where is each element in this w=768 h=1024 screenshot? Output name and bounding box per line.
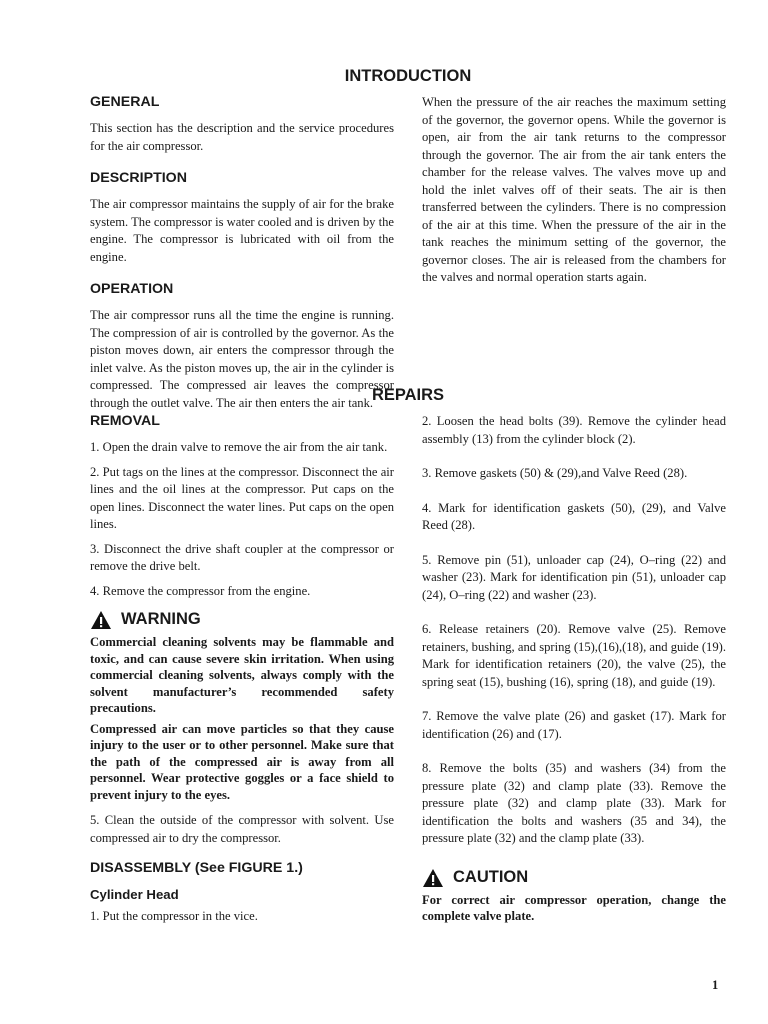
- general-text: This section has the description and the service procedures for the air compressor.: [90, 121, 394, 153]
- description-heading: DESCRIPTION: [90, 170, 187, 186]
- warning-icon: [90, 610, 112, 630]
- caution-icon: [422, 868, 444, 888]
- removal-step-2: 2. Put tags on the lines at the compressor. Disconnect the air lines and the oil lines at the compressor. Put caps on the open lines. Disconnect the water lines. Put caps on the open lines.: [90, 464, 394, 531]
- repairs-left-column: [90, 412, 394, 933]
- removal-step-3: 3. Disconnect the drive shaft coupler at the compressor or remove the drive belt.: [90, 541, 394, 573]
- warning-text-1: Commercial cleaning solvents may be flammable and toxic, and can cause severe skin irritation. When using commercial cleaning solvents, always comply with the solvent manufacturer’s recommended safety precautions.: [90, 635, 394, 715]
- warning-body: [90, 634, 394, 803]
- intro-left-column: [90, 93, 394, 419]
- page-number: 1: [712, 978, 719, 992]
- disassembly-step-3: 3. Remove gaskets (50) & (29),and Valve Reed (28).: [422, 466, 688, 480]
- repairs-title: REPAIRS: [371, 386, 445, 404]
- disassembly-step-4: 4. Mark for identification gaskets (50), (29), and Valve Reed (28).: [422, 500, 726, 532]
- warning-title: WARNING: [121, 610, 201, 629]
- disassembly-step-1: 1. Put the compressor in the vice.: [90, 909, 258, 923]
- caution-text: For correct air compressor operation, change the complete valve plate.: [422, 892, 726, 923]
- disassembly-heading: DISASSEMBLY (See FIGURE 1.): [90, 860, 303, 876]
- description-text: The air compressor maintains the supply of air for the brake system. The compressor is water cooled and is driven by the engine. The compressor is lubricated with oil from the engine.: [90, 197, 394, 264]
- disassembly-step-7: 7. Remove the valve plate (26) and gasket (17). Mark for identification (26) and (17).: [422, 709, 726, 741]
- operation-text-2: When the pressure of the air reaches the maximum setting of the governor, the governor opens. While the governor is open, air from the air tank returns to the compressor through the governor. The air from the air tank enters the chamber for the release valves. The valves move up and hold the inlet valves off of their seats. The air is then transferred between the cylinders. There is no compression of the air at this time. When the pressure of the air in the tank reaches the minimum setting of the governor, the governor closes. The air is released from the chambers for the valves and normal operation starts again.: [422, 95, 726, 284]
- caution-body: [422, 892, 726, 925]
- general-heading: GENERAL: [90, 94, 160, 110]
- operation-heading: OPERATION: [90, 281, 174, 297]
- disassembly-step-8: 8. Remove the bolts (35) and washers (34) from the pressure plate (32) and clamp plate (33). Remove the pressure plate (32) and clamp plate (33). Mark for identification the bolts and washers (35 and 34), the pressure plate (32) and the clamp plate (33).: [422, 761, 726, 845]
- removal-step-4: 4. Remove the compressor from the engine.: [90, 583, 311, 598]
- repairs-right-column: [422, 413, 726, 929]
- cylinder-head-heading: Cylinder Head: [90, 887, 179, 902]
- warning-notice: [90, 610, 394, 630]
- intro-right-column: [422, 94, 726, 294]
- caution-title: CAUTION: [453, 867, 529, 886]
- disassembly-step-2: 2. Loosen the head bolts (39). Remove the cylinder head assembly (13) from the cylinder block (2).: [422, 414, 726, 446]
- removal-heading: REMOVAL: [90, 413, 160, 429]
- removal-step-1: 1. Open the drain valve to remove the air from the air tank.: [90, 440, 388, 454]
- removal-step-5: 5. Clean the outside of the compressor with solvent. Use compressed air to dry the compressor.: [90, 813, 394, 845]
- caution-notice: [422, 868, 726, 888]
- warning-text-2: Compressed air can move particles so that they cause injury to the user or to other personnel. Make sure that the path of the compressed air is away from all personnel. Wear protective goggles or a face shield to prevent injury to the eyes.: [90, 721, 394, 802]
- introduction-title: INTRODUCTION: [344, 67, 472, 85]
- disassembly-step-6: 6. Release retainers (20). Remove valve (25). Remove retainers, bushing, and spring (15),(16),(18), and guide (19). Mark for identification retainers (20), the valve (25), the spring seat (15), bushing (16), spring (18), and guide (19).: [422, 622, 726, 689]
- operation-text-1: The air compressor runs all the time the engine is running. The compression of air is controlled by the governor. As the piston moves down, air enters the compressor through the inlet valve. As the piston moves up, the air in the cylinder is compressed. The compressed air leaves the compressor through the outlet valve. The air then enters the air tank.: [90, 308, 394, 410]
- disassembly-step-5: 5. Remove pin (51), unloader cap (24), O–ring (22) and washer (23). Mark for identification pin (51), unloader cap (24), O–ring (22) and washer (23).: [422, 552, 726, 602]
